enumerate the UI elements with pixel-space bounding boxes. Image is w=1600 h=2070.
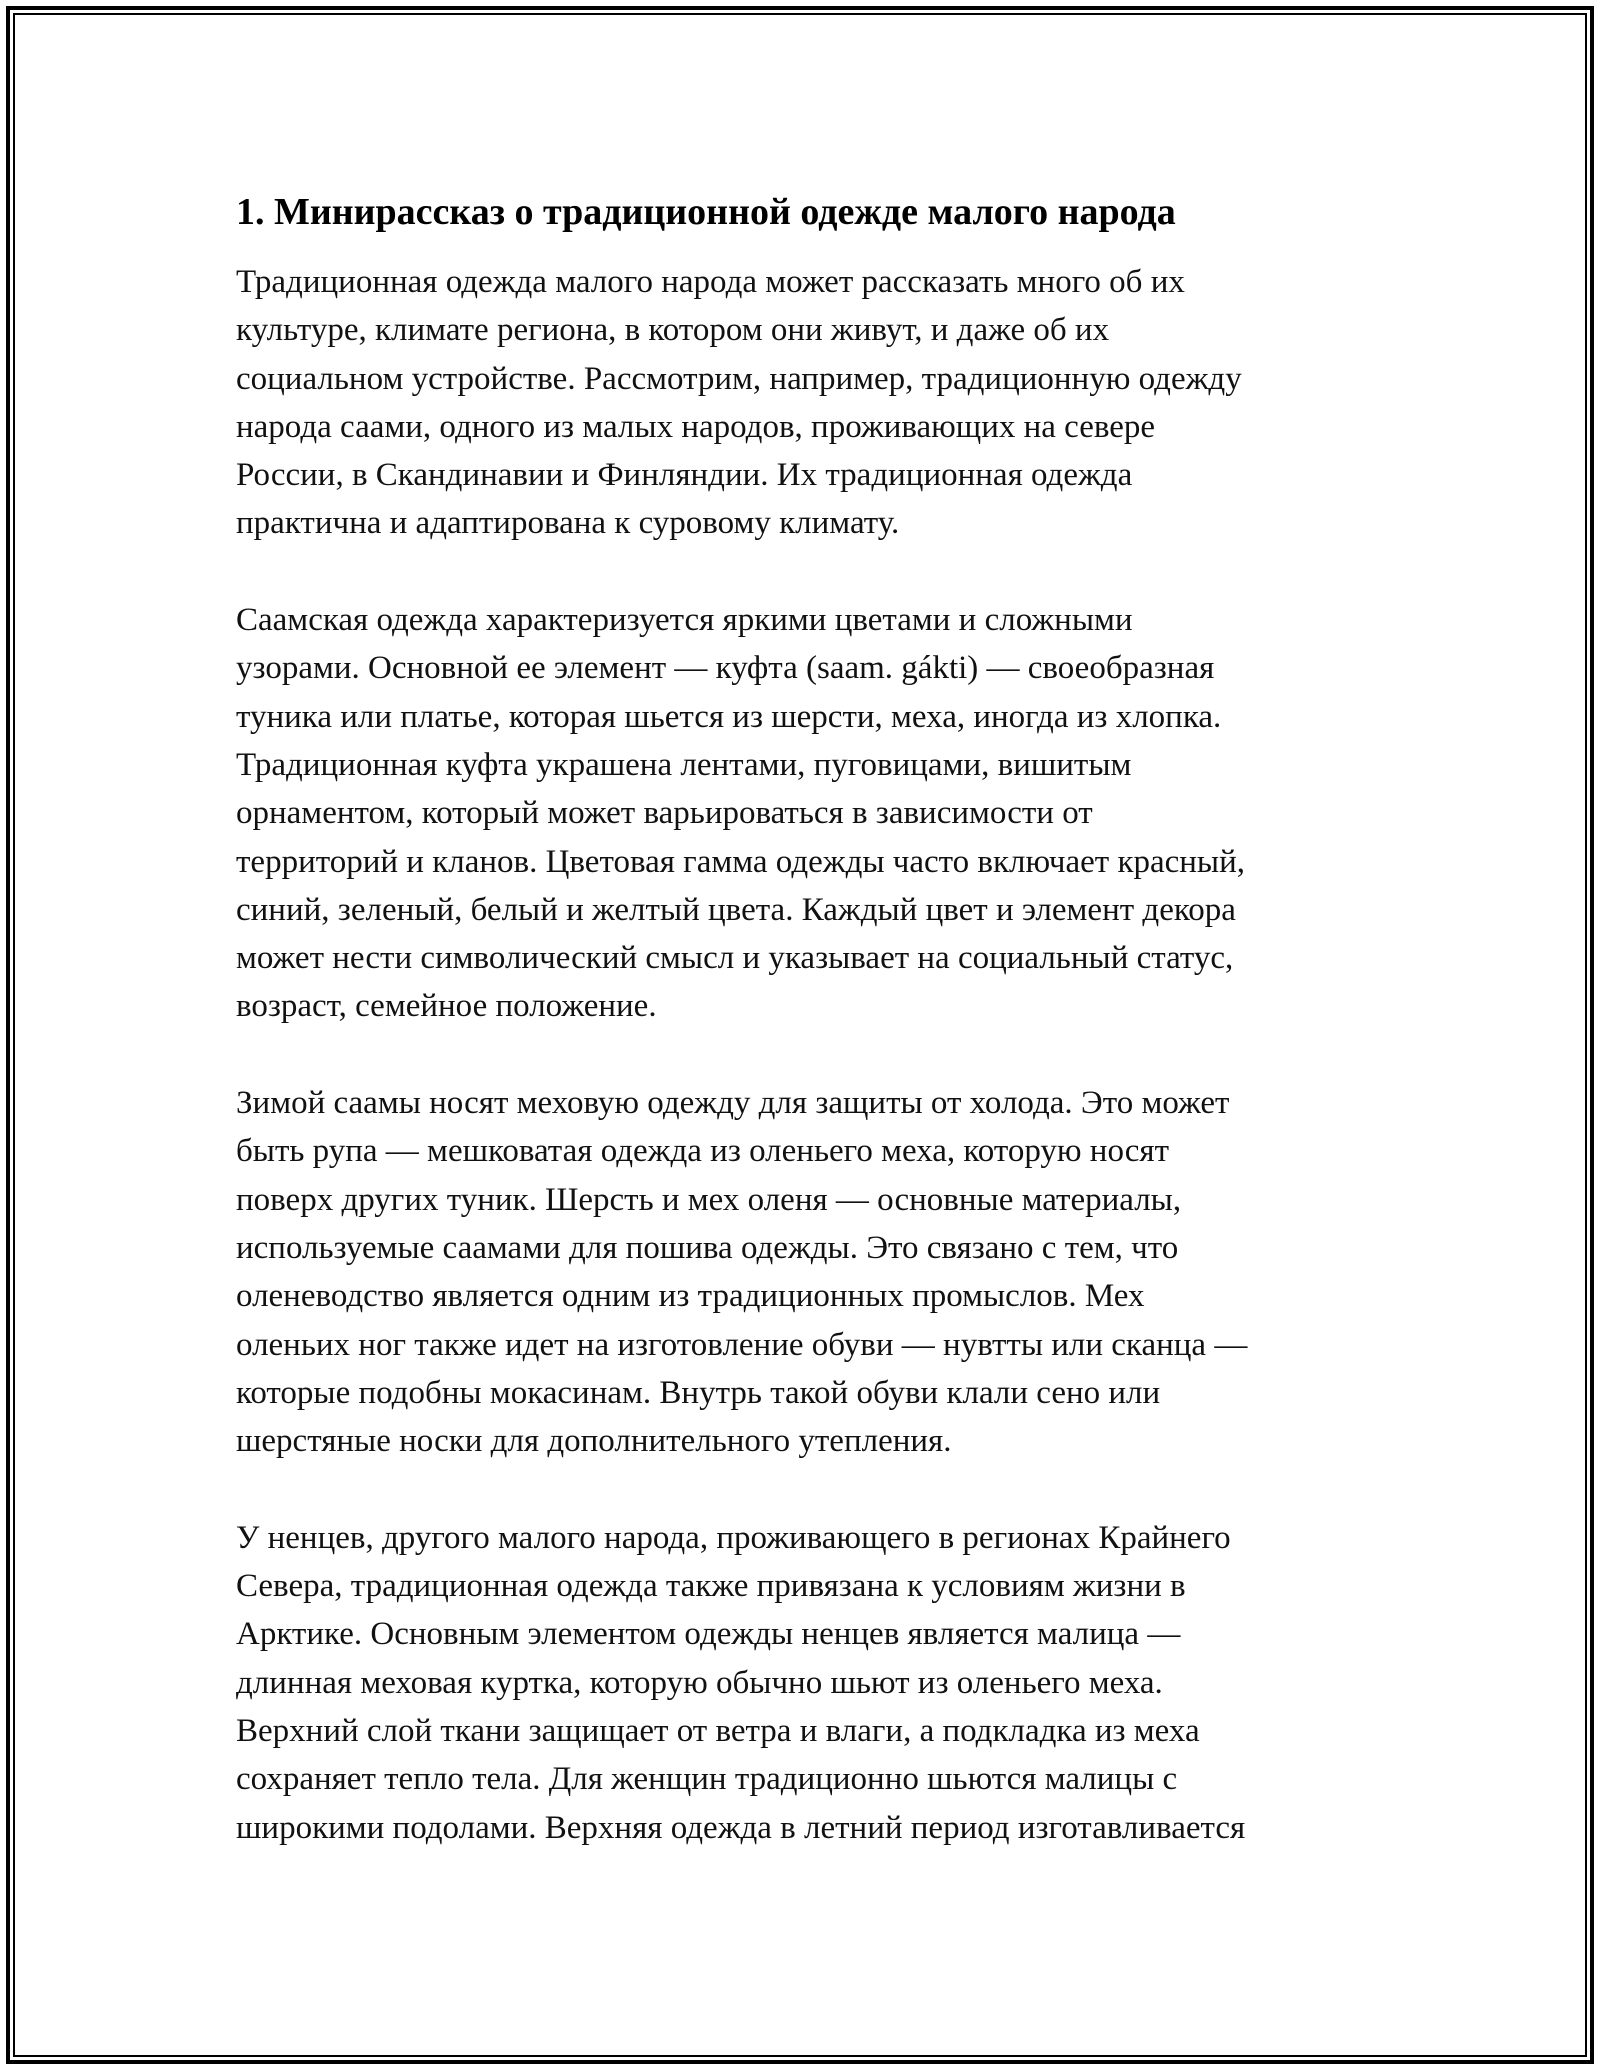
- paragraph-line: У ненцев, другого малого народа, проживающего в регионах Крайнего: [236, 1519, 1231, 1556]
- paragraph-line: оленеводство является одним из традиционных промыслов. Мех: [236, 1278, 1145, 1315]
- paragraph-line: шерстяные носки для дополнительного утепления.: [236, 1423, 952, 1460]
- paragraph-line: народа саами, одного из малых народов, проживающих на севере: [236, 408, 1156, 445]
- paragraph-line: широкими подолами. Верхняя одежда в летний период изготавливается: [236, 1809, 1246, 1846]
- paragraph-3: [236, 1079, 1376, 1465]
- paragraph-4: [236, 1514, 1376, 1852]
- paragraph-line: культуре, климате региона, в котором они живут, и даже об их: [236, 312, 1110, 349]
- paragraph-line: может нести символический смысл и указывает на социальный статус,: [236, 940, 1234, 977]
- paragraph-line: Традиционная одежда малого народа может рассказать много об их: [236, 264, 1185, 300]
- paragraph-line: узорами. Основной ее элемент — куфта (saam. gákti) — своеобразная: [236, 650, 1215, 687]
- paragraph-line: поверх других туник. Шерсть и мех оленя — основные материалы,: [236, 1181, 1182, 1218]
- paragraph-line: Севера, традиционная одежда также привязана к условиям жизни в: [236, 1568, 1186, 1605]
- paragraph-line: которые подобны мокасинам. Внутрь такой обуви клали сено или: [236, 1374, 1161, 1411]
- paragraph-line: Саамская одежда характеризуется яркими цветами и сложными: [236, 602, 1133, 639]
- paragraph-line: Арктике. Основным элементом одежды ненцев является малица —: [236, 1616, 1181, 1653]
- paragraph-line: орнаментом, который может варьироваться в зависимости от: [236, 795, 1093, 832]
- paragraph-line: возраст, семейное положение.: [236, 988, 657, 1025]
- paragraph-line: социальном устройстве. Рассмотрим, например, традиционную одежду: [236, 360, 1242, 397]
- paragraph-line: длинная меховая куртка, которую обычно шьют из оленьего меха.: [236, 1664, 1163, 1701]
- document-body: [236, 186, 1376, 1852]
- section-heading: 1. Минирассказ о традиционной одежде малого народа: [236, 191, 1176, 233]
- paragraph-line: Верхний слой ткани защищает от ветра и влаги, а подкладка из меха: [236, 1712, 1200, 1749]
- paragraph-line: быть рупа — мешковатая одежда из оленьего меха, которую носят: [236, 1133, 1170, 1170]
- paragraph-2: [236, 596, 1376, 1031]
- paragraph-line: практична и адаптирована к суровому климату.: [236, 505, 900, 542]
- paragraph-line: Традиционная куфта украшена лентами, пуговицами, вишитым: [236, 746, 1132, 783]
- paragraph-line: Зимой саамы носят меховую одежду для защиты от холода. Это может: [236, 1085, 1230, 1122]
- paragraph-line: туника или платье, которая шьется из шерсти, меха, иногда из хлопка.: [236, 698, 1222, 735]
- paragraph-line: России, в Скандинавии и Финляндии. Их традиционная одежда: [236, 457, 1133, 494]
- paragraph-line: территорий и кланов. Цветовая гамма одежды часто включает красный,: [236, 843, 1246, 880]
- paragraph-line: используемые саамами для пошива одежды. Это связано с тем, что: [236, 1229, 1179, 1266]
- paragraph-1: [236, 258, 1376, 548]
- paragraph-line: синий, зеленый, белый и желтый цвета. Каждый цвет и элемент декора: [236, 891, 1236, 928]
- paragraph-line: оленьих ног также идет на изготовление обуви — нувтты или сканца —: [236, 1326, 1248, 1363]
- paragraph-line: сохраняет тепло тела. Для женщин традиционно шьются малицы с: [236, 1761, 1178, 1798]
